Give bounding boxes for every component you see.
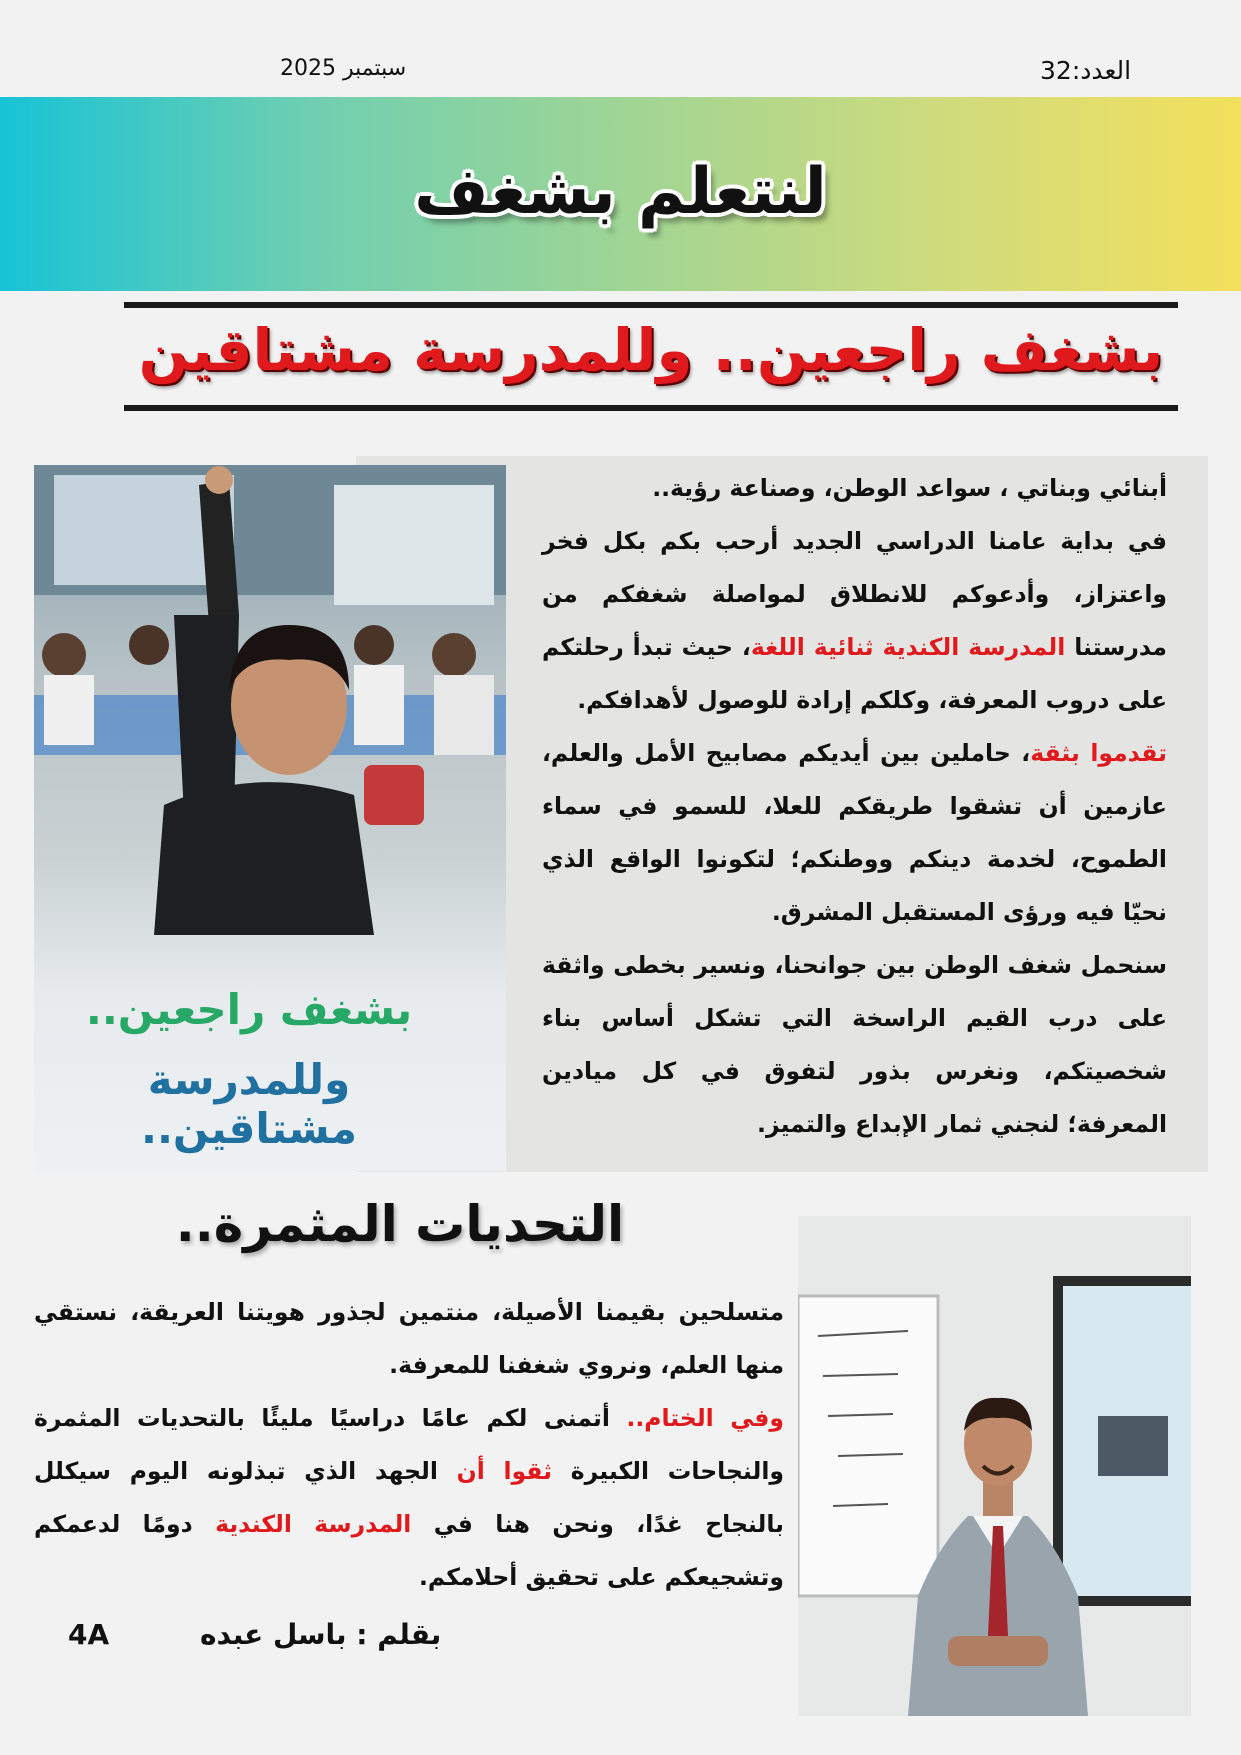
title-banner	[0, 97, 1241, 291]
photo-caption-line2: وللمدرسة مشتاقين..	[140, 1055, 357, 1153]
headline: بشغف راجعين.. وللمدرسة مشتاقين	[138, 316, 1164, 384]
highlight-text: تقدموا بثقة	[1030, 739, 1167, 767]
author-credit: بقلم : باسل عبده	[200, 1618, 442, 1651]
article-paragraph: أبنائي وبناتي ، سواعد الوطن، وصناعة رؤية..	[652, 474, 1167, 502]
student-photo	[34, 465, 506, 1171]
highlight-text: وفي الختام..	[626, 1404, 784, 1432]
headline-rule-top	[124, 302, 1178, 308]
author-illustration	[798, 1216, 1191, 1716]
article-body	[542, 462, 1167, 1151]
photo-caption-line1: بشغف راجعين..	[85, 985, 413, 1034]
section-title: التحديات المثمرة..	[175, 1195, 625, 1253]
highlight-text: ثقوا أن	[456, 1457, 553, 1485]
article-paragraph: سنحمل شغف الوطن بين جوانحنا، ونسير بخطى واثقة على درب القيم الراسخة التي تشكل أساس بناء شخصيتكم، ونغرس بذور لتفوق في كل ميادين المعرفة؛ لنجني ثمار الإبداع والتميز.	[542, 951, 1167, 1138]
banner-title: لنتعلم بشغف	[414, 155, 827, 229]
page-number: 4A	[68, 1618, 110, 1651]
author-photo	[798, 1216, 1191, 1716]
issue-date: سبتمبر 2025	[280, 56, 407, 81]
section-paragraph: متسلحين بقيمنا الأصيلة، منتمين لجذور هويتنا العريقة، نستقي منها العلم، ونروي شغفنا للمعرفة.	[34, 1298, 784, 1379]
school-name-highlight: المدرسة الكندية	[215, 1510, 412, 1538]
section-paragraph: وفي الختام.. أتمنى لكم عامًا دراسيًا مليئًا بالتحديات المثمرة والنجاحات الكبيرة ثقوا أن الجهد الذي تبذلونه اليوم سيكلل بالنجاح غدًا، ونحن هنا في المدرسة الكندية دومًا لدعمكم وتشجيعكم على تحقيق أحلامكم.	[34, 1404, 784, 1591]
article-paragraph: تقدموا بثقة، حاملين بين أيديكم مصابيح الأمل والعلم، عازمين أن تشقوا طريقكم للعلا، للسمو في سماء الطموح، لخدمة دينكم ووطنكم؛ لتكونوا الواقع الذي نحيّا فيه ورؤى المستقبل المشرق.	[542, 739, 1167, 926]
section-body	[34, 1286, 784, 1604]
issue-number: العدد:32	[1040, 56, 1132, 85]
headline-rule-bottom	[124, 405, 1178, 411]
school-name-highlight: المدرسة الكندية ثنائية اللغة	[750, 633, 1066, 661]
article-paragraph: في بداية عامنا الدراسي الجديد أرحب بكم بكل فخر واعتزاز، وأدعوكم للانطلاق لمواصلة شغفكم من مدرستنا المدرسة الكندية ثنائية اللغة، حيث تبدأ رحلتكم على دروب المعرفة، وكلكم إرادة للوصول لأهدافكم.	[542, 527, 1167, 714]
